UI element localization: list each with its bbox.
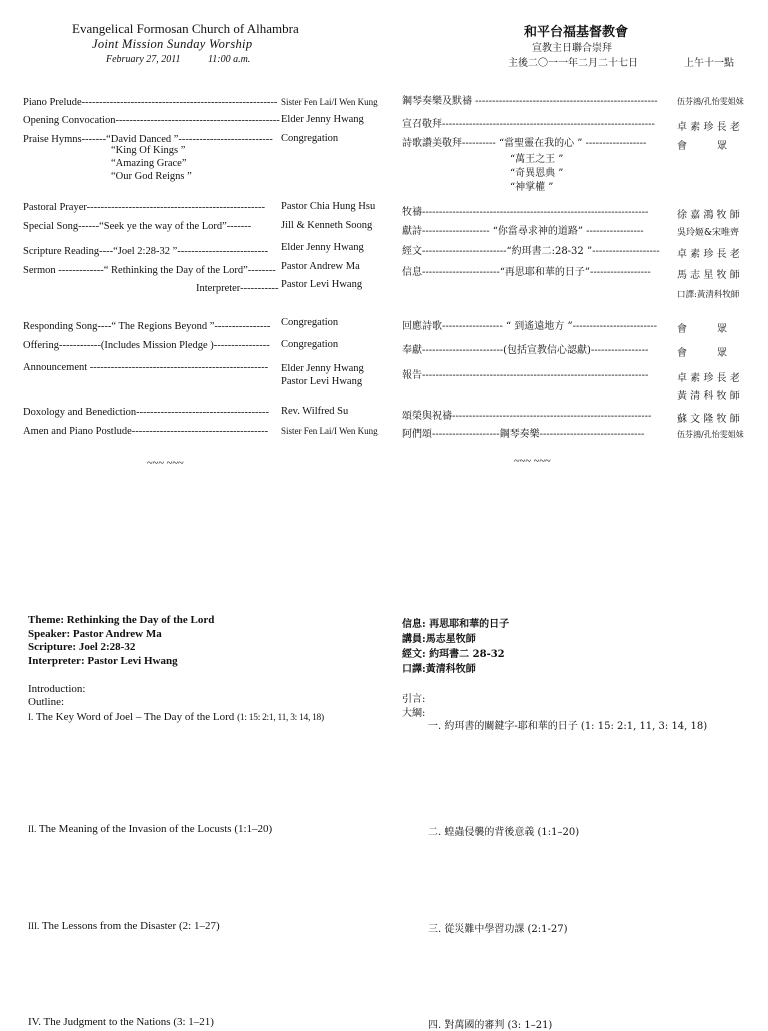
item-announcement: Announcement ---------------------------------------------------: [23, 362, 269, 373]
sermon-point-3: [28, 920, 220, 932]
item-announcement-who-1-zh: 卓 素 珍 長 老: [677, 373, 740, 384]
item-special-song-who-zh: 吳玲姬&宋唯齊: [677, 228, 740, 238]
sermon-scripture-zh: 經文: 約珥書二 28-32: [402, 649, 505, 660]
item-amen-zh: 阿們頌--------------------鋼琴奏樂-------------------------------: [402, 429, 645, 440]
item-sermon-who: Pastor Andrew Ma: [281, 261, 360, 272]
hymn-4: “Our God Reigns ”: [111, 171, 192, 182]
hymn-2: “King Of Kings ”: [111, 145, 186, 156]
item-opening-zh: 宣召敬拜---------------------------------------------------------------: [402, 119, 655, 130]
item-praise-who: Congregation: [281, 133, 339, 144]
item-sermon-who-zh: 馬 志 星 牧 師: [677, 270, 740, 281]
item-praise-who-zh: 會 眾: [677, 141, 727, 152]
item-special-song: Special Song------“Seek ye the way of the Lord”-------: [23, 221, 252, 232]
end-mark-en: ~~~ ~~~: [147, 458, 184, 469]
sermon-speaker: Speaker: Pastor Andrew Ma: [28, 628, 162, 640]
service-subtitle-zh: 宣教主日聯合崇拜: [532, 43, 612, 54]
item-doxology-zh: 頌榮與祝禱-----------------------------------------------------------: [402, 411, 652, 422]
sermon-speaker-zh: 講員:馬志星牧師: [402, 634, 476, 645]
item-responding-song-zh: 回應詩歌------------------ “ 到遙遠地方 ”-------------------------: [402, 321, 658, 332]
item-responding-song-who-zh: 會 眾: [677, 324, 727, 335]
service-date-en: February 27, 2011: [106, 54, 181, 65]
hymn-4-zh: “神掌權 ”: [510, 182, 554, 193]
hymn-3: “Amazing Grace”: [111, 158, 187, 169]
sermon-interpreter: Interpreter: Pastor Levi Hwang: [28, 655, 178, 667]
sermon-point-2-num: II.: [28, 824, 37, 834]
service-time-zh: 上午十一點: [684, 58, 734, 69]
item-piano-prelude-who: Sister Fen Lai/I Wen Kung: [281, 97, 378, 107]
item-opening-who: Elder Jenny Hwang: [281, 114, 364, 125]
item-scripture: Scripture Reading----“Joel 2:28-32 ”--------------------------: [23, 246, 269, 257]
item-interpreter-who: Pastor Levi Hwang: [281, 279, 363, 290]
item-announcement-zh: 報告-------------------------------------------------------------------: [402, 370, 649, 381]
item-prayer-zh: 牧禱-------------------------------------------------------------------: [402, 207, 649, 218]
sermon-point-3-num: III.: [28, 921, 40, 931]
item-amen-who: Sister Fen Lai/I Wen Kung: [281, 426, 378, 436]
item-prayer-who-zh: 徐 嘉 鴻 牧 師: [677, 210, 740, 221]
item-announcement-who-2-zh: 黃 清 科 牧 師: [677, 391, 740, 402]
item-interpreter: Interpreter-----------: [196, 283, 279, 294]
sermon-point-2-zh: 二. 蝗蟲侵襲的背後意義 (1:1–20): [428, 827, 580, 838]
item-offering: Offering------------(Includes Mission Pledge )----------------: [23, 340, 270, 351]
item-opening-who-zh: 卓 素 珍 長 老: [677, 122, 740, 133]
item-praise: Praise Hymns-------“David Danced ”---------------------------: [23, 134, 273, 145]
item-responding-song: Responding Song----“ The Regions Beyond ”----------------: [23, 321, 271, 332]
sermon-outline: Outline:: [28, 696, 65, 708]
sermon-introduction: Introduction:: [28, 683, 86, 695]
church-title-zh: 和平台福基督教會: [524, 25, 629, 40]
item-interpreter-who-zh: 口譯:黃清科牧師: [677, 290, 740, 300]
sermon-point-3-text: The Lessons from the Disaster (2: 1–27): [41, 920, 220, 932]
item-sermon: Sermon -------------“ Rethinking the Day of the Lord”--------: [23, 265, 276, 276]
sermon-point-4: IV. The Judgment to the Nations (3: 1–21): [28, 1016, 214, 1028]
sermon-outline-zh: 大綱:: [402, 708, 426, 719]
sermon-point-1-ref: (1: 15: 2:1, 11, 3: 14, 18): [237, 713, 324, 723]
sermon-point-2: [28, 823, 272, 835]
sermon-point-1-zh: 一. 約珥書的關鍵字-耶和華的日子 (1: 15: 2:1, 11, 3: 14, 18): [428, 721, 708, 732]
sermon-point-3-zh: 三. 從災難中學習功課 (2:1-27): [428, 924, 568, 935]
item-special-song-zh: 獻詩-------------------- “你當尋求神的道路” -----------------: [402, 226, 644, 237]
item-offering-who: Congregation: [281, 339, 339, 350]
service-subtitle-en: Joint Mission Sunday Worship: [92, 37, 253, 51]
item-praise-zh: 詩歌讚美敬拜---------- “當聖靈在我的心 ” ------------------: [402, 138, 647, 149]
service-time-en: 11:00 a.m.: [208, 54, 251, 65]
item-amen-who-zh: 伍芬鴻/孔怡雯姐妹: [677, 430, 744, 439]
item-special-song-who: Jill & Kenneth Soong: [281, 220, 373, 231]
church-title-en: Evangelical Formosan Church of Alhambra: [72, 21, 299, 36]
item-opening: Opening Convocation-----------------------------------------------: [23, 115, 280, 126]
item-prayer: Pastoral Prayer---------------------------------------------------: [23, 202, 265, 213]
item-amen: Amen and Piano Postlude---------------------------------------: [23, 426, 269, 437]
service-date-zh: 主後二〇一一年二月二十七日: [508, 58, 638, 69]
item-offering-zh: 奉獻------------------------(包括宣教信心認獻)-----------------: [402, 345, 649, 356]
item-piano-prelude-who-zh: 伍芬鴻/孔怡雯姐妹: [677, 97, 744, 106]
sermon-scripture: Scripture: Joel 2:28-32: [28, 641, 136, 653]
item-doxology: Doxology and Benediction--------------------------------------: [23, 407, 270, 418]
item-prayer-who: Pastor Chia Hung Hsu: [281, 201, 376, 212]
sermon-point-1-text: The Key Word of Joel – The Day of the Lord: [35, 711, 235, 723]
item-scripture-who: Elder Jenny Hwang: [281, 242, 364, 253]
item-sermon-zh: 信息-----------------------“再思耶和華的日子”------------------: [402, 267, 651, 278]
sermon-point-2-text: The Meaning of the Invasion of the Locusts (1:1–20): [38, 823, 273, 835]
sermon-introduction-zh: 引言:: [402, 694, 426, 705]
item-doxology-who: Rev. Wilfred Su: [281, 406, 349, 417]
sermon-point-1: [28, 711, 324, 723]
item-announcement-who-1: Elder Jenny Hwang: [281, 363, 364, 374]
end-mark-zh: ~~~ ~~~: [514, 456, 551, 467]
item-scripture-zh: 經文-------------------------“約珥書二:28-32 ”--------------------: [402, 246, 660, 257]
sermon-theme-zh: 信息: 再思耶和華的日子: [402, 619, 510, 630]
item-doxology-who-zh: 蘇 文 隆 牧 師: [677, 414, 740, 425]
item-responding-song-who: Congregation: [281, 317, 339, 328]
sermon-point-4-zh: 四. 對萬國的審判 (3: 1–21): [428, 1020, 553, 1031]
hymn-3-zh: “奇異恩典 ”: [510, 168, 564, 179]
hymn-2-zh: “萬王之王 ”: [510, 154, 564, 165]
sermon-interpreter-zh: 口譯:黃清科牧師: [402, 664, 476, 675]
item-announcement-who-2: Pastor Levi Hwang: [281, 376, 363, 387]
item-offering-who-zh: 會 眾: [677, 348, 727, 359]
sermon-theme: Theme: Rethinking the Day of the Lord: [28, 614, 215, 626]
item-piano-prelude-zh: 鋼琴奏樂及默禱 ------------------------------------------------------: [402, 96, 658, 107]
sermon-point-1-num: I.: [28, 712, 34, 722]
item-piano-prelude: Piano Prelude--------------------------------------------------------: [23, 97, 278, 108]
item-scripture-who-zh: 卓 素 珍 長 老: [677, 249, 740, 260]
